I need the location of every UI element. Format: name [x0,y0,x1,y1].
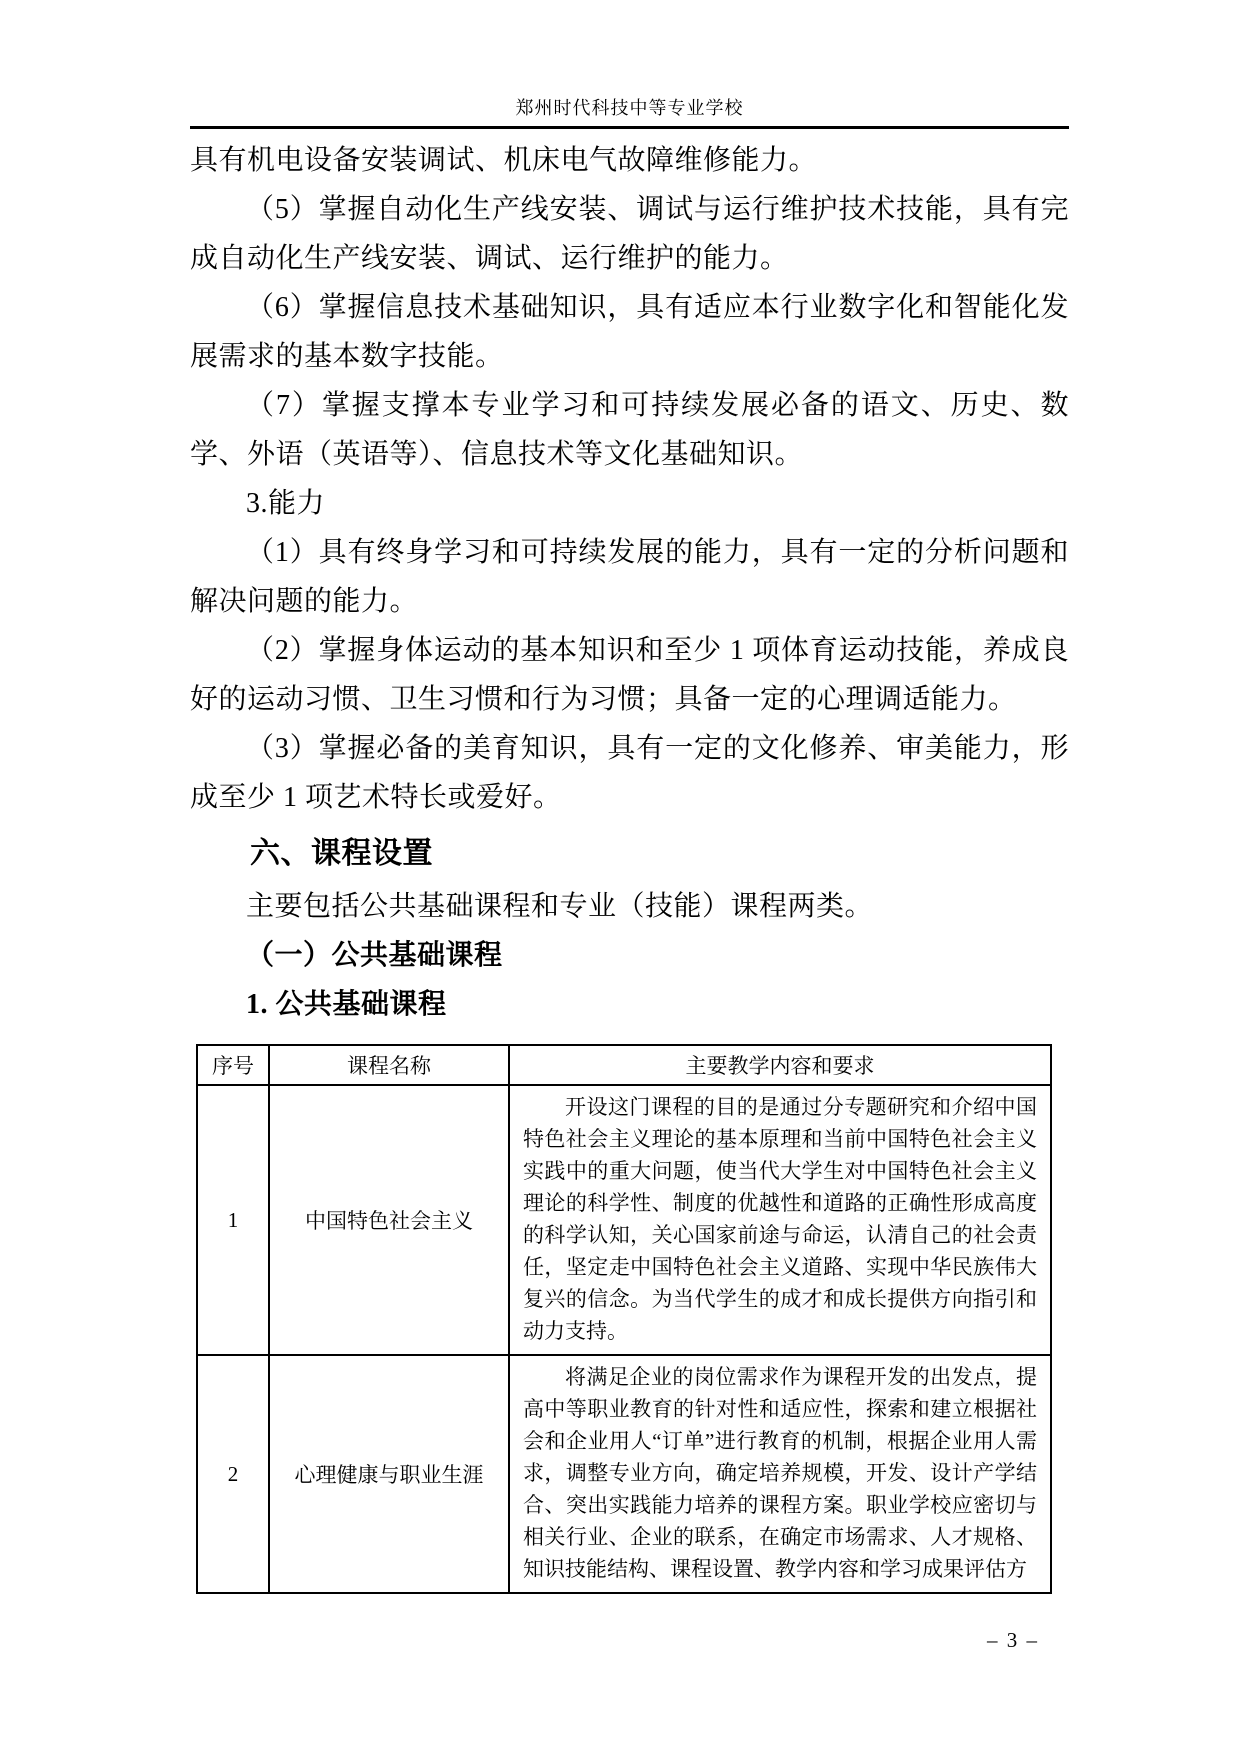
cell-teaching-content [509,1355,1051,1593]
cell-teaching-content-text: 将满足企业的岗位需求作为课程开发的出发点，提高中等职业教育的针对性和适应性，探索和建立根据社会和企业用人“订单”进行教育的机制，根据企业用人需求，调整专业方向，确定培养规模，开发、设计产学结合、突出实践能力培养的课程方案。职业学校应密切与相关行业、企业的联系，在确定市场需求、人才规格、知识技能结构、课程设置、教学内容和学习成果评估方 [523,1365,1037,1581]
cell-teaching-content [509,1085,1051,1355]
page-number: – 3 – [987,1628,1039,1652]
paragraph: （1）具有终身学习和可持续发展的能力，具有一定的分析问题和解决问题的能力。 [190,537,1069,617]
section-heading: 六、课程设置 [250,837,433,870]
paragraph: 3.能力 [246,488,326,519]
col-header-teaching-content: 主要教学内容和要求 [509,1045,1051,1085]
school-name: 郑州时代科技中等专业学校 [515,98,744,118]
paragraph: 主要包括公共基础课程和专业（技能）课程两类。 [246,891,874,922]
subsection-heading: 1. 公共基础课程 [246,989,447,1020]
paragraph: （2）掌握身体运动的基本知识和至少 1 项体育运动技能，养成良好的运动习惯、卫生习惯和行为习惯；具备一定的心理调适能力。 [190,635,1069,715]
body-paragraphs [190,136,1069,1029]
cell-teaching-content-text: 开设这门课程的目的是通过分专题研究和介绍中国特色社会主义理论的基本原理和当前中国特色社会主义实践中的重大问题，使当代大学生对中国特色社会主义理论的科学性、制度的优越性和道路的正确性形成高度的科学认知，关心国家前途与命运，认清自己的社会责任，坚定走中国特色社会主义道路、实现中华民族伟大复兴的信念。为当代学生的成才和成长提供方向指引和动力支持。 [523,1095,1037,1343]
table-row [197,1085,1051,1355]
subsection-heading: （一）公共基础课程 [246,940,503,971]
paragraph: （6）掌握信息技术基础知识，具有适应本行业数字化和智能化发展需求的基本数字技能。 [190,292,1069,372]
course-table-body [197,1085,1051,1593]
cell-course-name: 中国特色社会主义 [269,1085,509,1355]
paragraph: （3）掌握必备的美育知识，具有一定的文化修养、审美能力，形成至少 1 项艺术特长或爱好。 [190,733,1069,813]
page-header [190,96,1069,120]
paragraph: 具有机电设备安装调试、机床电气故障维修能力。 [190,145,818,176]
paragraph: （7）掌握支撑本专业学习和可持续发展必备的语文、历史、数学、外语（英语等）、信息技术等文化基础知识。 [190,390,1069,470]
cell-course-name: 心理健康与职业生涯 [269,1355,509,1593]
col-header-course-name: 课程名称 [269,1045,509,1085]
cell-serial-number: 2 [197,1355,269,1593]
paragraph: （5）掌握自动化生产线安装、调试与运行维护技术技能，具有完成自动化生产线安装、调试、运行维护的能力。 [190,194,1069,274]
course-table [196,1044,1052,1594]
col-header-serial: 序号 [197,1045,269,1085]
table-header-row [197,1045,1051,1085]
table-row [197,1355,1051,1593]
header-rule [190,126,1069,129]
cell-serial-number: 1 [197,1085,269,1355]
